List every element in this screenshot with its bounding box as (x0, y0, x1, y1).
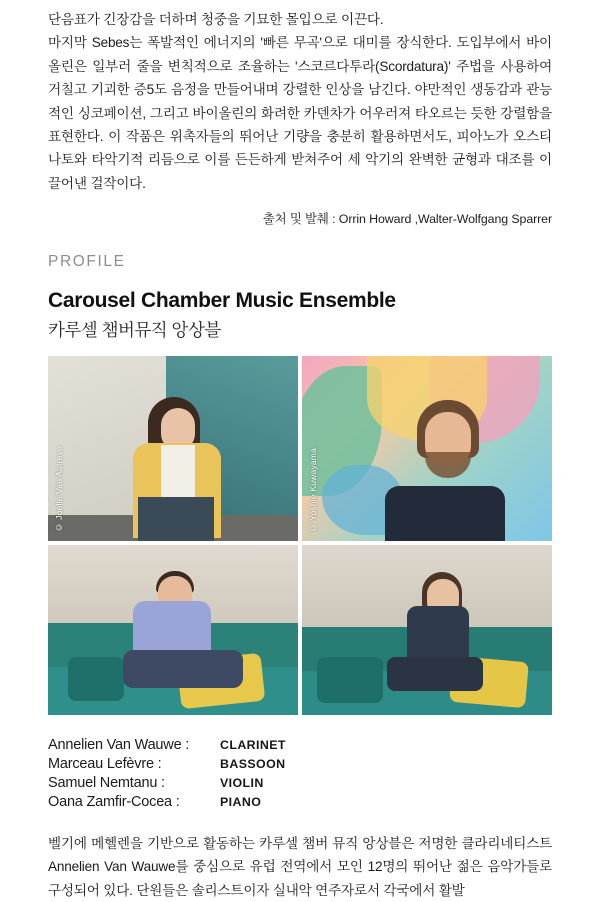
paragraph-1: 단음표가 긴장감을 더하며 청중을 기묘한 몰입으로 이끈다. (48, 12, 384, 27)
photo-credit-1: © Joelle Van Autreve (54, 446, 64, 533)
member-list (48, 737, 552, 810)
photo-pianist (302, 545, 552, 715)
photo-torso (385, 486, 505, 542)
member-instrument: PIANO (220, 795, 262, 809)
list-item (48, 737, 552, 753)
ensemble-photo-grid (48, 356, 552, 715)
member-name: Annelien Van Wauwe : (48, 737, 190, 753)
photo-credit-2: © Yoshie Kuwayama (308, 447, 318, 533)
photo-legs (387, 657, 483, 691)
intro-paragraphs (48, 0, 552, 195)
ensemble-name-korean: 카루셀 챔버뮤직 앙상블 (48, 320, 221, 340)
photo-bassoonist (302, 356, 552, 541)
source-credit: 출처 및 발췌 : Orrin Howard ,Walter-Wolfgang Sparrer (262, 212, 552, 226)
member-instrument: CLARINET (220, 738, 286, 752)
photo-clarinetist (48, 356, 298, 541)
list-item (48, 794, 552, 810)
bio-paragraph: 벨기에 메헬렌을 기반으로 활동하는 카루셀 챔버 뮤직 앙상블은 저명한 클라리네티스트 Annelien Van Wauwe를 중심으로 유럽 전역에서 모인 12명의 뛰어난 젊은 음악가들로 구성되어 있다. 단원들은 솔리스트이자 실내악 연주자로서 각국에서 활발 (48, 836, 552, 898)
member-name: Samuel Nemtanu : (48, 775, 165, 791)
member-name: Oana Zamfir-Cocea : (48, 794, 180, 810)
ensemble-bio (48, 832, 552, 902)
photo-pillow-teal (68, 657, 124, 701)
photo-pants (123, 650, 243, 687)
list-item (48, 775, 552, 791)
photo-legs (138, 497, 214, 541)
list-item (48, 756, 552, 772)
member-instrument: BASSOON (220, 757, 286, 771)
ensemble-name-english: Carousel Chamber Music Ensemble (48, 289, 396, 312)
member-instrument: VIOLIN (220, 776, 264, 790)
paragraph-2: 마지막 Sebes는 폭발적인 에너지의 '빠른 무곡'으로 대미를 장식한다. 도입부에서 바이올린은 일부러 줄을 변칙적으로 조율하는 '스코르다투라(Scordatura)' 주법을 사용하여 거칠고 기괴한 증5도 음정을 만들어내며 강렬한 인상을 남긴다. 야만적인 생동감과 관능적인 싱코페이션, 그리고 바이올린의 화려한 카덴차가 어우러져 타오르는 듯한 강렬함을 표현한다. 이 작품은 위촉자들의 뛰어난 기량을 충분히 활용하면서도, 피아노가 오스티나토와 타악기적 리듬으로 이를 든든하게 받쳐주어 세 악기의 완벽한 균형과 대조를 이끌어낸 걸작이다. (48, 35, 552, 191)
member-name: Marceau Lefèvre : (48, 756, 162, 772)
photo-beard (425, 452, 471, 478)
photo-violinist (48, 545, 298, 715)
photo-pillow-teal (317, 657, 383, 703)
profile-section-label: PROFILE (48, 253, 126, 270)
